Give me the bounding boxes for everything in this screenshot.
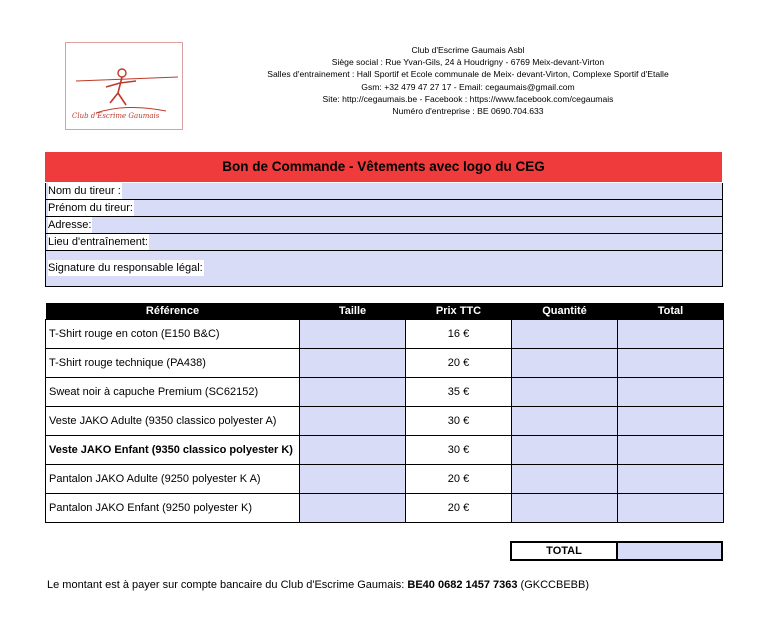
item-reference: Veste JAKO Enfant (9350 classico polyester K) <box>46 435 300 464</box>
header-line: Salles d'entrainement : Hall Sportif et Ecole communale de Meix- devant-Virton, Complexe Sportif d'Etalle <box>267 69 669 80</box>
nom-field[interactable] <box>45 183 722 200</box>
size-input[interactable] <box>300 377 406 406</box>
size-input[interactable] <box>300 406 406 435</box>
quantity-input[interactable] <box>512 406 618 435</box>
item-reference: T-Shirt rouge technique (PA438) <box>46 348 300 377</box>
item-price: 35 € <box>406 377 512 406</box>
line-total[interactable] <box>618 493 724 522</box>
lieu-label: Lieu d'entraînement: <box>48 236 148 248</box>
item-price: 20 € <box>406 493 512 522</box>
iban: BE40 0682 1457 7363 <box>407 579 518 591</box>
table-row <box>46 377 724 406</box>
quantity-input[interactable] <box>512 348 618 377</box>
club-logo <box>65 42 183 130</box>
table-row <box>46 406 724 435</box>
order-form-title: Bon de Commande - Vêtements avec logo du CEG <box>45 152 722 182</box>
table-row <box>46 348 724 377</box>
table-row <box>46 464 724 493</box>
prenom-field[interactable] <box>45 200 722 217</box>
header-total: Total <box>618 303 724 319</box>
item-reference: Sweat noir à capuche Premium (SC62152) <box>46 377 300 406</box>
header-line: Numéro d'entreprise : BE 0690.704.633 <box>392 106 544 117</box>
bic: (GKCCBEBB) <box>517 579 590 591</box>
header-prix: Prix TTC <box>406 303 512 319</box>
header-line: Site: http://cegaumais.be - Facebook : https://www.facebook.com/cegaumais <box>322 93 614 104</box>
form-border <box>45 183 46 286</box>
header-taille: Taille <box>300 303 406 319</box>
items-table <box>45 303 724 523</box>
grand-total-field[interactable] <box>618 543 721 559</box>
header-line: Gsm: +32 479 47 27 17 - Email: cegaumais@gmail.com <box>361 81 575 92</box>
table-row <box>46 493 724 522</box>
payment-note <box>47 579 589 591</box>
item-price: 16 € <box>406 319 512 348</box>
prenom-label: Prénom du tireur: <box>48 202 133 214</box>
adresse-label: Adresse: <box>48 219 92 231</box>
line-total[interactable] <box>618 377 724 406</box>
header-line: Club d'Escrime Gaumais Asbl <box>411 45 525 55</box>
quantity-input[interactable] <box>512 435 618 464</box>
quantity-input[interactable] <box>512 377 618 406</box>
header-quantite: Quantité <box>512 303 618 319</box>
form-border <box>722 183 723 286</box>
grand-total-box <box>510 541 723 561</box>
signature-label: Signature du responsable légal: <box>48 262 203 274</box>
line-total[interactable] <box>618 348 724 377</box>
table-row <box>46 319 724 348</box>
item-reference: Pantalon JAKO Enfant (9250 polyester K) <box>46 493 300 522</box>
size-input[interactable] <box>300 435 406 464</box>
nom-label: Nom du tireur : <box>48 185 121 197</box>
line-total[interactable] <box>618 319 724 348</box>
item-price: 20 € <box>406 464 512 493</box>
payment-text: Le montant est à payer sur compte bancaire du Club d'Escrime Gaumais: <box>47 579 408 591</box>
line-total[interactable] <box>618 464 724 493</box>
item-reference: Pantalon JAKO Adulte (9250 polyester K A) <box>46 464 300 493</box>
adresse-field[interactable] <box>45 217 722 234</box>
logo-text: Club d'Escrime Gaumais <box>72 112 160 120</box>
club-header-info <box>188 44 748 117</box>
total-label: TOTAL <box>512 543 618 559</box>
size-input[interactable] <box>300 464 406 493</box>
lieu-field[interactable] <box>45 234 722 251</box>
line-total[interactable] <box>618 406 724 435</box>
item-price: 30 € <box>406 435 512 464</box>
table-row <box>46 435 724 464</box>
signature-field[interactable] <box>45 251 722 286</box>
item-reference: T-Shirt rouge en coton (E150 B&C) <box>46 319 300 348</box>
item-price: 30 € <box>406 406 512 435</box>
size-input[interactable] <box>300 319 406 348</box>
size-input[interactable] <box>300 348 406 377</box>
item-price: 20 € <box>406 348 512 377</box>
size-input[interactable] <box>300 493 406 522</box>
quantity-input[interactable] <box>512 493 618 522</box>
item-reference: Veste JAKO Adulte (9350 classico polyester A) <box>46 406 300 435</box>
quantity-input[interactable] <box>512 464 618 493</box>
quantity-input[interactable] <box>512 319 618 348</box>
line-total[interactable] <box>618 435 724 464</box>
header-reference: Référence <box>46 303 300 319</box>
header-line: Siège social : Rue Yvan-Gils, 24 à Houdrigny - 6769 Meix-devant-Virton <box>331 57 605 68</box>
form-border <box>45 286 723 287</box>
